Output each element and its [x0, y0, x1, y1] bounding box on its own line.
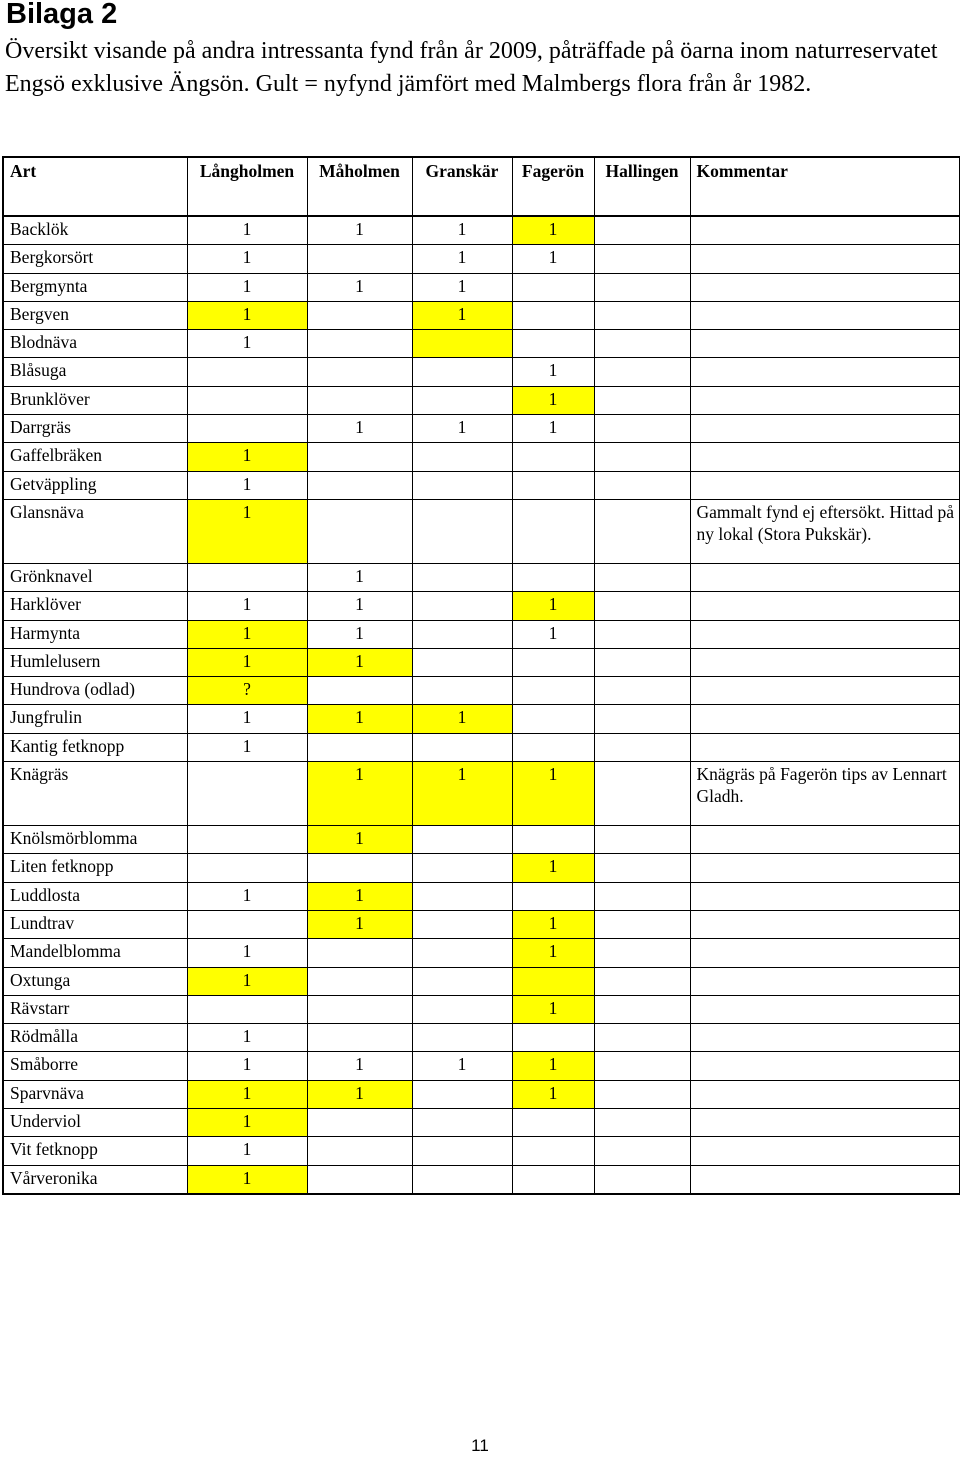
- cell-langholmen: 1: [187, 1109, 307, 1137]
- cell-kommentar: [690, 415, 960, 443]
- cell-langholmen: 1: [187, 705, 307, 733]
- cell-maholmen: [307, 995, 412, 1023]
- cell-hallingen: [594, 273, 690, 301]
- table-row: [3, 882, 960, 910]
- cell-fageron: [512, 499, 594, 563]
- cell-fageron: 1: [512, 386, 594, 414]
- cell-langholmen: [187, 415, 307, 443]
- cell-kommentar: [690, 620, 960, 648]
- cell-kommentar: Gammalt fynd ej eftersökt. Hittad på ny lokal (Stora Pukskär).: [690, 499, 960, 563]
- table-row: [3, 563, 960, 591]
- cell-granskar: [412, 677, 512, 705]
- cell-maholmen: [307, 330, 412, 358]
- cell-fageron: [512, 677, 594, 705]
- cell-hallingen: [594, 563, 690, 591]
- table-row: [3, 471, 960, 499]
- cell-art: Vårveronika: [3, 1165, 187, 1194]
- cell-granskar: [412, 386, 512, 414]
- cell-granskar: [412, 499, 512, 563]
- cell-kommentar: [690, 939, 960, 967]
- cell-art: Luddlosta: [3, 882, 187, 910]
- cell-maholmen: 1: [307, 563, 412, 591]
- table-row: [3, 967, 960, 995]
- cell-granskar: 1: [412, 762, 512, 826]
- cell-kommentar: [690, 1165, 960, 1194]
- cell-maholmen: [307, 245, 412, 273]
- page-number: 11: [471, 1436, 489, 1455]
- table-row: [3, 330, 960, 358]
- cell-art: Bergkorsört: [3, 245, 187, 273]
- cell-maholmen: [307, 939, 412, 967]
- cell-kommentar: [690, 1024, 960, 1052]
- cell-hallingen: [594, 1052, 690, 1080]
- cell-langholmen: 1: [187, 620, 307, 648]
- cell-art: Kantig fetknopp: [3, 733, 187, 761]
- cell-kommentar: [690, 1080, 960, 1108]
- cell-langholmen: [187, 386, 307, 414]
- cell-maholmen: 1: [307, 620, 412, 648]
- cell-granskar: 1: [412, 1052, 512, 1080]
- cell-granskar: [412, 563, 512, 591]
- header-hallingen: Hallingen: [594, 157, 690, 216]
- table-row: [3, 216, 960, 245]
- table-row: [3, 705, 960, 733]
- cell-fageron: [512, 1165, 594, 1194]
- cell-fageron: 1: [512, 216, 594, 245]
- cell-maholmen: 1: [307, 1080, 412, 1108]
- cell-granskar: 1: [412, 301, 512, 329]
- cell-langholmen: 1: [187, 301, 307, 329]
- cell-langholmen: 1: [187, 216, 307, 245]
- cell-fageron: [512, 1137, 594, 1165]
- cell-kommentar: [690, 273, 960, 301]
- cell-hallingen: [594, 386, 690, 414]
- cell-fageron: 1: [512, 939, 594, 967]
- cell-art: Vit fetknopp: [3, 1137, 187, 1165]
- cell-kommentar: [690, 826, 960, 854]
- cell-hallingen: [594, 471, 690, 499]
- table-row: [3, 301, 960, 329]
- cell-maholmen: 1: [307, 910, 412, 938]
- table-row: [3, 273, 960, 301]
- table-body: [3, 216, 960, 1194]
- cell-granskar: [412, 1024, 512, 1052]
- cell-granskar: [412, 1080, 512, 1108]
- findings-table: [2, 156, 960, 1195]
- cell-granskar: [412, 1109, 512, 1137]
- cell-langholmen: 1: [187, 1052, 307, 1080]
- cell-maholmen: [307, 677, 412, 705]
- cell-fageron: 1: [512, 995, 594, 1023]
- cell-fageron: [512, 301, 594, 329]
- cell-hallingen: [594, 443, 690, 471]
- cell-kommentar: [690, 705, 960, 733]
- cell-hallingen: [594, 1024, 690, 1052]
- cell-hallingen: [594, 415, 690, 443]
- cell-fageron: [512, 273, 594, 301]
- cell-hallingen: [594, 677, 690, 705]
- cell-maholmen: 1: [307, 882, 412, 910]
- cell-langholmen: ?: [187, 677, 307, 705]
- cell-art: Mandelblomma: [3, 939, 187, 967]
- cell-fageron: [512, 1024, 594, 1052]
- cell-art: Sparvnäva: [3, 1080, 187, 1108]
- table-row: [3, 733, 960, 761]
- cell-maholmen: 1: [307, 592, 412, 620]
- cell-kommentar: [690, 910, 960, 938]
- cell-maholmen: 1: [307, 705, 412, 733]
- cell-kommentar: [690, 1137, 960, 1165]
- cell-art: Humlelusern: [3, 648, 187, 676]
- cell-art: Glansnäva: [3, 499, 187, 563]
- cell-art: Bergven: [3, 301, 187, 329]
- cell-granskar: [412, 995, 512, 1023]
- intro-paragraph: Översikt visande på andra intressanta fynd från år 2009, påträffade på öarna inom naturreservatet Engsö exklusive Ängsön. Gult = nyfynd jämfört med Malmbergs flora från år 1982.: [5, 38, 938, 97]
- cell-fageron: 1: [512, 762, 594, 826]
- cell-granskar: [412, 910, 512, 938]
- cell-maholmen: [307, 1109, 412, 1137]
- cell-granskar: 1: [412, 216, 512, 245]
- table-row: [3, 677, 960, 705]
- cell-granskar: [412, 1137, 512, 1165]
- cell-hallingen: [594, 245, 690, 273]
- table-row: [3, 1165, 960, 1194]
- cell-langholmen: [187, 826, 307, 854]
- cell-art: Getväppling: [3, 471, 187, 499]
- cell-art: Liten fetknopp: [3, 854, 187, 882]
- cell-granskar: [412, 1165, 512, 1194]
- cell-fageron: [512, 705, 594, 733]
- cell-kommentar: [690, 245, 960, 273]
- cell-kommentar: [690, 563, 960, 591]
- table-row: [3, 826, 960, 854]
- cell-langholmen: 1: [187, 471, 307, 499]
- table-row: [3, 939, 960, 967]
- cell-hallingen: [594, 939, 690, 967]
- cell-fageron: [512, 563, 594, 591]
- cell-langholmen: [187, 762, 307, 826]
- cell-art: Backlök: [3, 216, 187, 245]
- table-row: [3, 1137, 960, 1165]
- cell-maholmen: [307, 1024, 412, 1052]
- cell-granskar: 1: [412, 415, 512, 443]
- page-title: Bilaga 2: [6, 0, 118, 30]
- cell-langholmen: 1: [187, 592, 307, 620]
- cell-granskar: [412, 620, 512, 648]
- table-row: [3, 620, 960, 648]
- cell-maholmen: 1: [307, 648, 412, 676]
- table-row: [3, 1080, 960, 1108]
- cell-maholmen: 1: [307, 1052, 412, 1080]
- cell-maholmen: [307, 358, 412, 386]
- cell-kommentar: [690, 443, 960, 471]
- cell-art: Darrgräs: [3, 415, 187, 443]
- cell-hallingen: [594, 995, 690, 1023]
- cell-kommentar: [690, 967, 960, 995]
- cell-langholmen: 1: [187, 330, 307, 358]
- cell-hallingen: [594, 358, 690, 386]
- cell-kommentar: [690, 995, 960, 1023]
- header-art: Art: [3, 157, 187, 216]
- cell-hallingen: [594, 648, 690, 676]
- header-maholmen: Måholmen: [307, 157, 412, 216]
- cell-kommentar: [690, 216, 960, 245]
- cell-art: Grönknavel: [3, 563, 187, 591]
- cell-art: Bergmynta: [3, 273, 187, 301]
- table-header-row: [3, 157, 960, 216]
- table-row: [3, 1052, 960, 1080]
- cell-art: Rävstarr: [3, 995, 187, 1023]
- cell-langholmen: 1: [187, 1137, 307, 1165]
- table-row: [3, 386, 960, 414]
- cell-kommentar: [690, 1109, 960, 1137]
- header-kommentar: Kommentar: [690, 157, 960, 216]
- cell-fageron: [512, 443, 594, 471]
- cell-kommentar: [690, 648, 960, 676]
- cell-fageron: 1: [512, 1080, 594, 1108]
- cell-langholmen: 1: [187, 245, 307, 273]
- cell-granskar: [412, 648, 512, 676]
- cell-fageron: 1: [512, 245, 594, 273]
- cell-granskar: 1: [412, 705, 512, 733]
- cell-granskar: [412, 854, 512, 882]
- cell-art: Blåsuga: [3, 358, 187, 386]
- cell-kommentar: [690, 592, 960, 620]
- cell-art: Gaffelbräken: [3, 443, 187, 471]
- cell-langholmen: 1: [187, 939, 307, 967]
- cell-fageron: 1: [512, 592, 594, 620]
- cell-art: Harklöver: [3, 592, 187, 620]
- table-row: [3, 592, 960, 620]
- cell-art: Oxtunga: [3, 967, 187, 995]
- cell-granskar: [412, 967, 512, 995]
- cell-maholmen: 1: [307, 415, 412, 443]
- cell-langholmen: 1: [187, 1080, 307, 1108]
- cell-kommentar: [690, 854, 960, 882]
- cell-hallingen: [594, 1165, 690, 1194]
- cell-hallingen: [594, 762, 690, 826]
- cell-kommentar: Knägräs på Fagerön tips av Lennart Gladh.: [690, 762, 960, 826]
- cell-hallingen: [594, 301, 690, 329]
- cell-maholmen: 1: [307, 216, 412, 245]
- cell-granskar: [412, 882, 512, 910]
- cell-langholmen: 1: [187, 443, 307, 471]
- header-langholmen: Långholmen: [187, 157, 307, 216]
- cell-fageron: [512, 330, 594, 358]
- cell-granskar: [412, 443, 512, 471]
- table-row: [3, 415, 960, 443]
- cell-maholmen: [307, 733, 412, 761]
- cell-langholmen: [187, 910, 307, 938]
- table-row: [3, 854, 960, 882]
- cell-langholmen: [187, 995, 307, 1023]
- cell-maholmen: [307, 967, 412, 995]
- cell-fageron: 1: [512, 415, 594, 443]
- cell-granskar: [412, 733, 512, 761]
- cell-fageron: [512, 471, 594, 499]
- cell-fageron: 1: [512, 854, 594, 882]
- cell-maholmen: [307, 443, 412, 471]
- cell-langholmen: 1: [187, 882, 307, 910]
- cell-fageron: [512, 826, 594, 854]
- cell-hallingen: [594, 620, 690, 648]
- header-fageron: Fagerön: [512, 157, 594, 216]
- table-row: [3, 358, 960, 386]
- cell-kommentar: [690, 386, 960, 414]
- cell-hallingen: [594, 967, 690, 995]
- cell-langholmen: [187, 358, 307, 386]
- cell-maholmen: [307, 854, 412, 882]
- cell-hallingen: [594, 854, 690, 882]
- cell-art: Harmynta: [3, 620, 187, 648]
- cell-hallingen: [594, 826, 690, 854]
- cell-maholmen: [307, 499, 412, 563]
- cell-granskar: [412, 330, 512, 358]
- cell-art: Rödmålla: [3, 1024, 187, 1052]
- cell-kommentar: [690, 471, 960, 499]
- cell-hallingen: [594, 499, 690, 563]
- cell-hallingen: [594, 733, 690, 761]
- table-row: [3, 648, 960, 676]
- cell-hallingen: [594, 910, 690, 938]
- cell-langholmen: 1: [187, 648, 307, 676]
- cell-hallingen: [594, 1080, 690, 1108]
- cell-fageron: 1: [512, 620, 594, 648]
- cell-fageron: 1: [512, 358, 594, 386]
- cell-kommentar: [690, 677, 960, 705]
- header-granskar: Granskär: [412, 157, 512, 216]
- cell-langholmen: 1: [187, 1024, 307, 1052]
- cell-granskar: 1: [412, 273, 512, 301]
- cell-granskar: [412, 358, 512, 386]
- cell-art: Knölsmörblomma: [3, 826, 187, 854]
- cell-art: Lundtrav: [3, 910, 187, 938]
- cell-kommentar: [690, 358, 960, 386]
- cell-hallingen: [594, 216, 690, 245]
- cell-granskar: [412, 826, 512, 854]
- cell-langholmen: 1: [187, 499, 307, 563]
- cell-langholmen: 1: [187, 1165, 307, 1194]
- cell-art: Jungfrulin: [3, 705, 187, 733]
- cell-maholmen: 1: [307, 273, 412, 301]
- cell-art: Småborre: [3, 1052, 187, 1080]
- cell-granskar: [412, 471, 512, 499]
- cell-granskar: [412, 592, 512, 620]
- cell-hallingen: [594, 592, 690, 620]
- cell-langholmen: 1: [187, 733, 307, 761]
- cell-langholmen: 1: [187, 273, 307, 301]
- table-row: [3, 1109, 960, 1137]
- cell-maholmen: [307, 471, 412, 499]
- cell-langholmen: [187, 854, 307, 882]
- cell-fageron: 1: [512, 1052, 594, 1080]
- table-row: [3, 499, 960, 563]
- cell-art: Knägräs: [3, 762, 187, 826]
- cell-langholmen: 1: [187, 967, 307, 995]
- cell-maholmen: 1: [307, 762, 412, 826]
- cell-maholmen: [307, 301, 412, 329]
- cell-art: Brunklöver: [3, 386, 187, 414]
- cell-art: Underviol: [3, 1109, 187, 1137]
- cell-art: Blodnäva: [3, 330, 187, 358]
- table-row: [3, 443, 960, 471]
- table-row: [3, 995, 960, 1023]
- cell-kommentar: [690, 733, 960, 761]
- cell-kommentar: [690, 330, 960, 358]
- cell-hallingen: [594, 1137, 690, 1165]
- table-row: [3, 762, 960, 826]
- cell-fageron: [512, 1109, 594, 1137]
- cell-hallingen: [594, 882, 690, 910]
- cell-hallingen: [594, 330, 690, 358]
- cell-maholmen: [307, 1165, 412, 1194]
- table-row: [3, 910, 960, 938]
- cell-kommentar: [690, 301, 960, 329]
- cell-langholmen: [187, 563, 307, 591]
- cell-maholmen: [307, 1137, 412, 1165]
- cell-granskar: 1: [412, 245, 512, 273]
- cell-kommentar: [690, 1052, 960, 1080]
- table-row: [3, 1024, 960, 1052]
- cell-fageron: [512, 967, 594, 995]
- cell-art: Hundrova (odlad): [3, 677, 187, 705]
- cell-fageron: 1: [512, 910, 594, 938]
- cell-hallingen: [594, 705, 690, 733]
- cell-fageron: [512, 733, 594, 761]
- cell-granskar: [412, 939, 512, 967]
- table-row: [3, 245, 960, 273]
- cell-maholmen: [307, 386, 412, 414]
- cell-fageron: [512, 648, 594, 676]
- cell-hallingen: [594, 1109, 690, 1137]
- cell-kommentar: [690, 882, 960, 910]
- cell-fageron: [512, 882, 594, 910]
- cell-maholmen: 1: [307, 826, 412, 854]
